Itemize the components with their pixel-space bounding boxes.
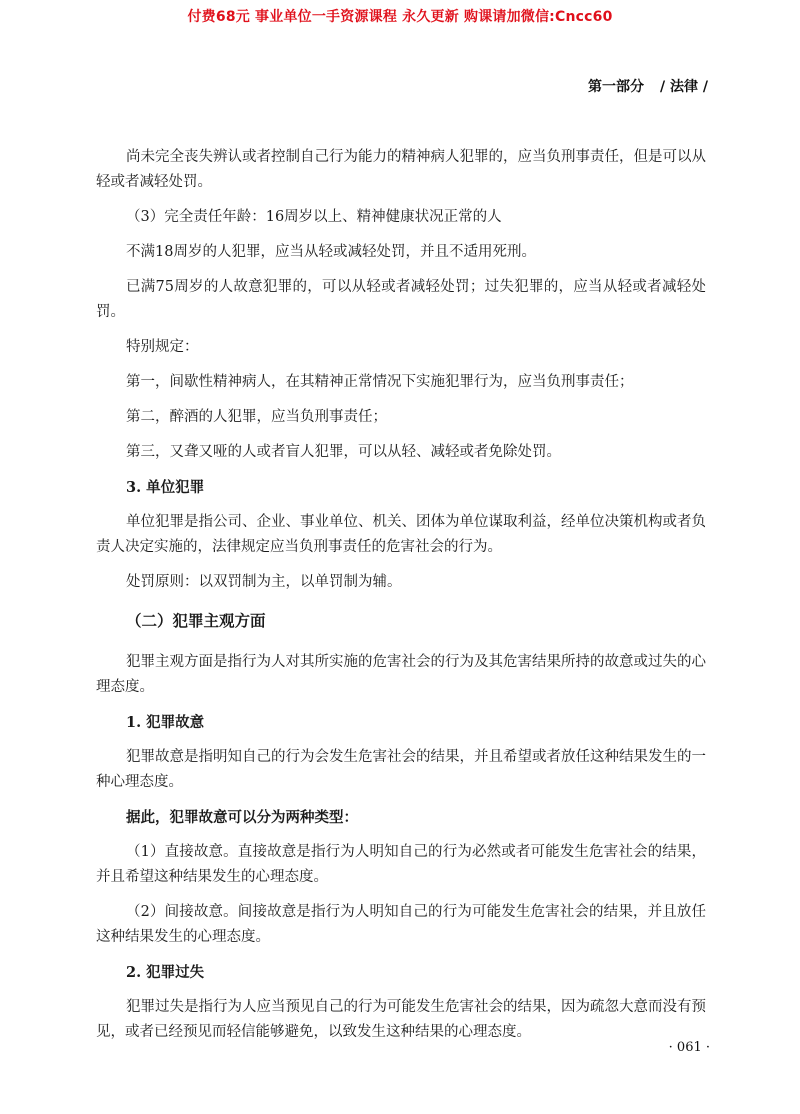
header-subject: / 法律 / (660, 79, 708, 95)
header-part: 第一部分 (588, 79, 645, 95)
paragraph: 不满18周岁的人犯罪，应当从轻或减轻处罚，并且不适用死刑。 (126, 244, 536, 260)
page-body (96, 145, 706, 1055)
paragraph: 犯罪主观方面是指行为人对其所实施的危害社会的行为及其危害结果所持的故意或过失的心理态度。 (96, 654, 706, 695)
page-header (588, 76, 708, 96)
paragraph: （2）间接故意。间接故意是指行为人明知自己的行为可能发生危害社会的结果，并且放任这种结果发生的心理态度。 (96, 904, 706, 945)
paragraph: 犯罪故意是指明知自己的行为会发生危害社会的结果，并且希望或者放任这种结果发生的一种心理态度。 (96, 749, 706, 790)
paragraph: 处罚原则：以双罚制为主，以单罚制为辅。 (126, 574, 402, 590)
section-heading-subjective: （二）犯罪主观方面 (126, 612, 266, 630)
paragraph: 第二，醉酒的人犯罪，应当负刑事责任； (126, 409, 387, 425)
subheading-negligence: 2. 犯罪过失 (126, 964, 205, 981)
paragraph: 尚未完全丧失辨认或者控制自己行为能力的精神病人犯罪的，应当负刑事责任，但是可以从轻或者减轻处罚。 (96, 149, 706, 190)
paragraph: 犯罪过失是指行为人应当预见自己的行为可能发生危害社会的结果，因为疏忽大意而没有预见，或者已经预见而轻信能够避免，以致发生这种结果的心理态度。 (96, 999, 706, 1040)
subheading-intent: 1. 犯罪故意 (126, 714, 205, 731)
paragraph: （1）直接故意。直接故意是指行为人明知自己的行为必然或者可能发生危害社会的结果，并且希望这种结果发生的心理态度。 (96, 844, 706, 885)
paragraph: 第一，间歇性精神病人，在其精神正常情况下实施犯罪行为，应当负刑事责任； (126, 374, 634, 390)
paragraph: 已满75周岁的人故意犯罪的，可以从轻或者减轻处罚；过失犯罪的，应当从轻或者减轻处罚。 (96, 279, 706, 320)
paragraph: 单位犯罪是指公司、企业、事业单位、机关、团体为单位谋取利益，经单位决策机构或者负责人决定实施的，法律规定应当负刑事责任的危害社会的行为。 (96, 514, 706, 555)
paragraph: （3）完全责任年龄：16周岁以上、精神健康状况正常的人 (126, 209, 502, 225)
watermark-banner: 付费68元 事业单位一手资源课程 永久更新 购课请加微信:Cncc60 (187, 9, 613, 25)
subheading-intent-types: 据此，犯罪故意可以分为两种类型： (126, 809, 358, 826)
page-number: · 061 · (668, 1040, 710, 1055)
paragraph: 第三，又聋又哑的人或者盲人犯罪，可以从轻、减轻或者免除处罚。 (126, 444, 561, 460)
subheading-unit-crime: 3. 单位犯罪 (126, 479, 205, 496)
paragraph: 特别规定： (126, 339, 199, 355)
